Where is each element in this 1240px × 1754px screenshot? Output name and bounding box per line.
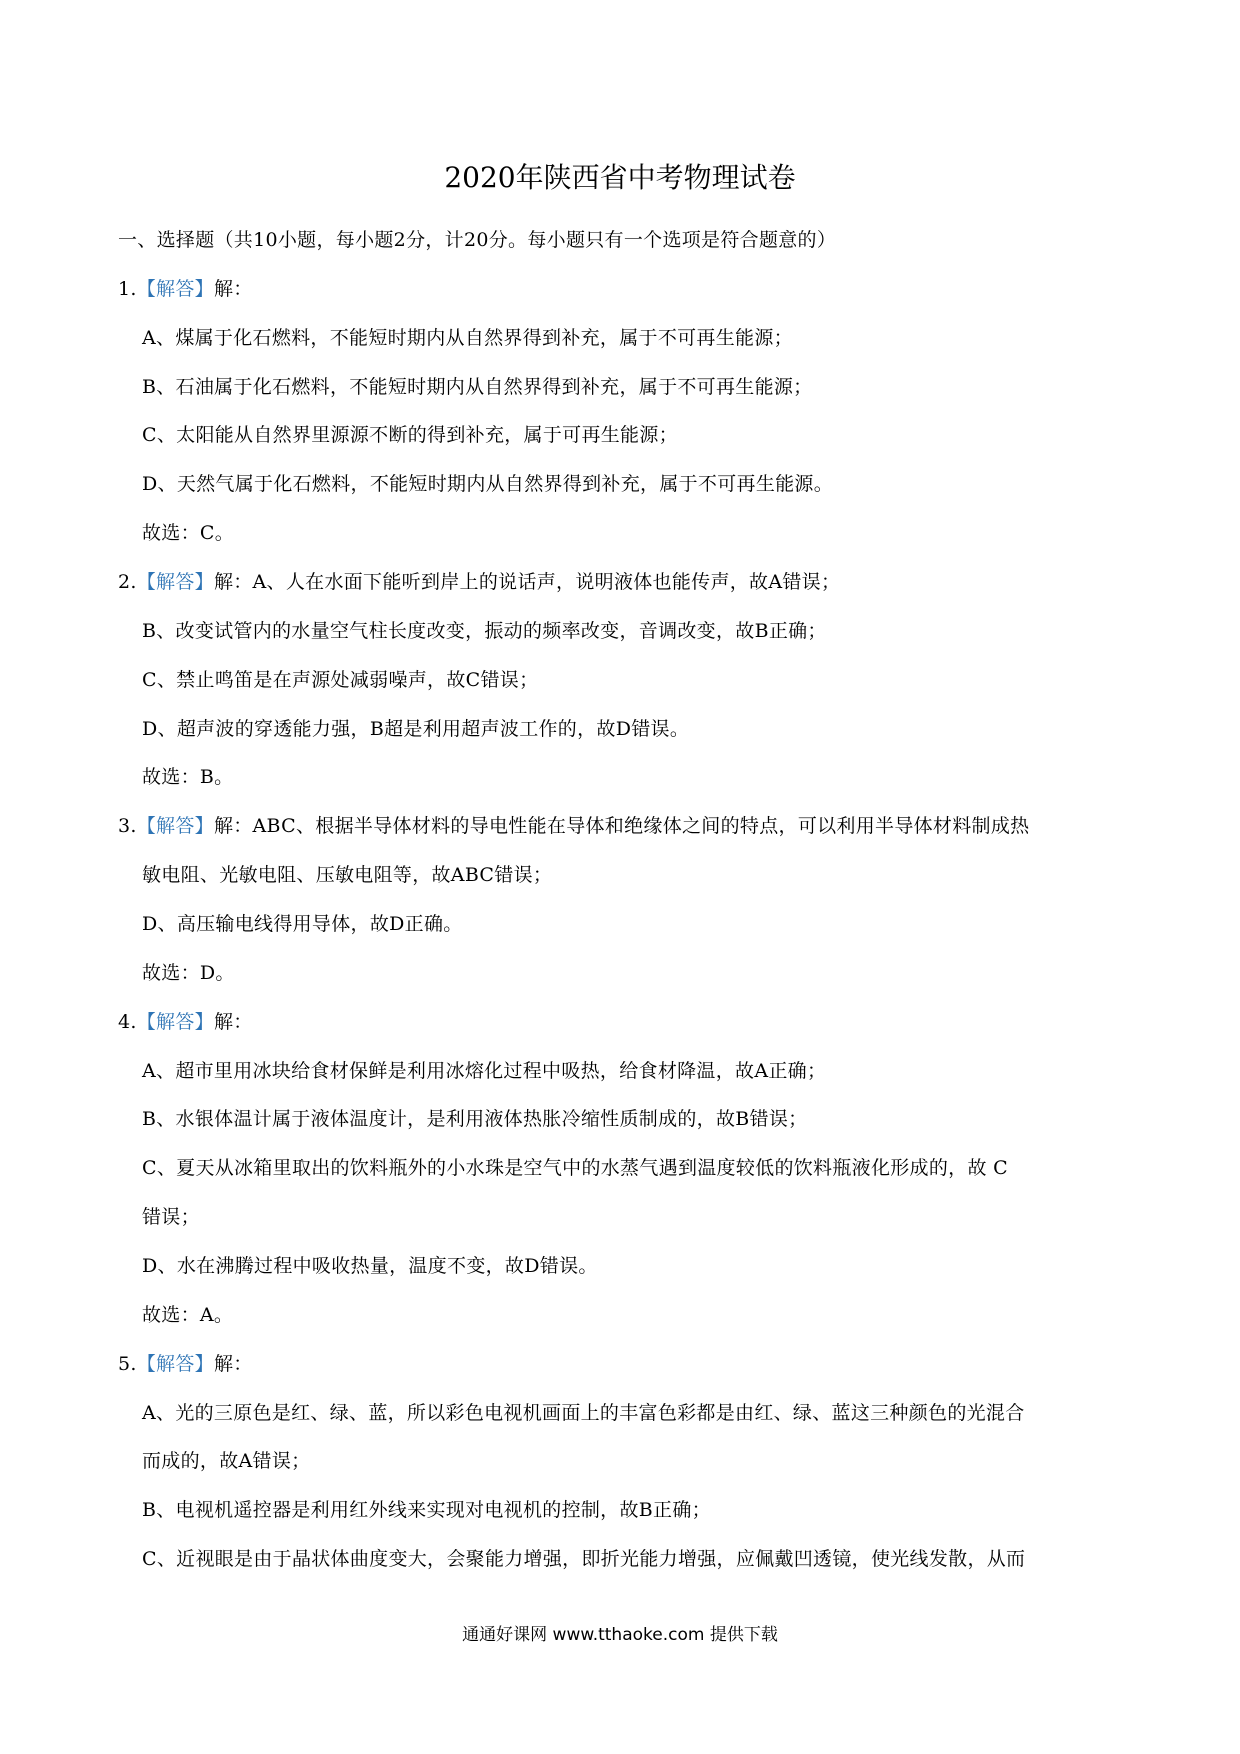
section-heading: 一、选择题（共10小题，每小题2分，计20分。每小题只有一个选项是符合题意的） [118, 229, 837, 251]
q3-continuation: 敏电阻、光敏电阻、压敏电阻等，故ABC错误； [142, 864, 553, 886]
question-head: 解：A、人在水面下能听到岸上的说话声，说明液体也能传声，故A错误； [213, 571, 841, 593]
q3-option-d: D、高压输电线得用导体，故D正确。 [142, 913, 463, 935]
q5-option-a: A、光的三原色是红、绿、蓝，所以彩色电视机画面上的丰富色彩都是由红、绿、蓝这三种颜色的光混合 [142, 1402, 1025, 1424]
page-title: 2020年陕西省中考物理试卷 [444, 161, 796, 194]
question-3-header [118, 813, 1029, 839]
q1-option-c: C、太阳能从自然界里源源不断的得到补充，属于可再生能源； [142, 424, 678, 446]
answer-tag: 【解答】 [136, 815, 214, 837]
question-number: 1. [118, 278, 137, 300]
question-5-header [118, 1351, 253, 1377]
q4-option-d: D、水在沸腾过程中吸收热量，温度不变，故D错误。 [142, 1255, 598, 1277]
question-2-header [118, 569, 840, 595]
question-head: 解：ABC、根据半导体材料的导电性能在导体和绝缘体之间的特点，可以利用半导体材料制成热 [213, 815, 1030, 837]
answer-tag: 【解答】 [136, 1353, 214, 1375]
q5-option-c: C、近视眼是由于晶状体曲度变大，会聚能力增强，即折光能力增强，应佩戴凹透镜，使光线发散，从而 [142, 1548, 1026, 1570]
page-footer: 通通好课网 www.tthaoke.com 提供下载 [462, 1625, 778, 1645]
question-1-header [118, 276, 253, 302]
question-4-header [118, 1009, 253, 1035]
q4-option-c: C、夏天从冰箱里取出的饮料瓶外的小水珠是空气中的水蒸气遇到温度较低的饮料瓶液化形成的，故 C [142, 1157, 1008, 1179]
q1-option-b: B、石油属于化石燃料，不能短时期内从自然界得到补充，属于不可再生能源； [142, 376, 813, 398]
q2-option-c: C、禁止鸣笛是在声源处减弱噪声，故C错误； [142, 669, 539, 691]
answer-tag: 【解答】 [136, 571, 214, 593]
q4-option-c-continued: 错误； [142, 1206, 200, 1228]
q3-answer: 故选：D。 [142, 962, 235, 984]
question-number: 2. [118, 571, 137, 593]
q4-option-a: A、超市里用冰块给食材保鲜是利用冰熔化过程中吸热，给食材降温，故A正确； [142, 1060, 827, 1082]
answer-tag: 【解答】 [136, 278, 214, 300]
q2-option-b: B、改变试管内的水量空气柱长度改变，振动的频率改变，音调改变，故B正确； [142, 620, 827, 642]
q1-option-a: A、煤属于化石燃料，不能短时期内从自然界得到补充，属于不可再生能源； [142, 327, 793, 349]
question-number: 4. [118, 1011, 137, 1033]
q1-option-d: D、天然气属于化石燃料，不能短时期内从自然界得到补充，属于不可再生能源。 [142, 473, 834, 495]
question-number: 3. [118, 815, 137, 837]
question-head: 解： [213, 278, 253, 300]
question-head: 解： [213, 1011, 253, 1033]
q4-option-b: B、水银体温计属于液体温度计，是利用液体热胀冷缩性质制成的，故B错误； [142, 1108, 808, 1130]
q1-answer: 故选：C。 [142, 522, 235, 544]
q5-option-b: B、电视机遥控器是利用红外线来实现对电视机的控制，故B正确； [142, 1499, 711, 1521]
question-head: 解： [213, 1353, 253, 1375]
q5-option-a-continued: 而成的，故A错误； [142, 1450, 311, 1472]
q2-answer: 故选：B。 [142, 766, 234, 788]
question-number: 5. [118, 1353, 137, 1375]
q4-answer: 故选：A。 [142, 1304, 234, 1326]
q2-option-d: D、超声波的穿透能力强，B超是利用超声波工作的，故D错误。 [142, 718, 690, 740]
answer-tag: 【解答】 [136, 1011, 214, 1033]
